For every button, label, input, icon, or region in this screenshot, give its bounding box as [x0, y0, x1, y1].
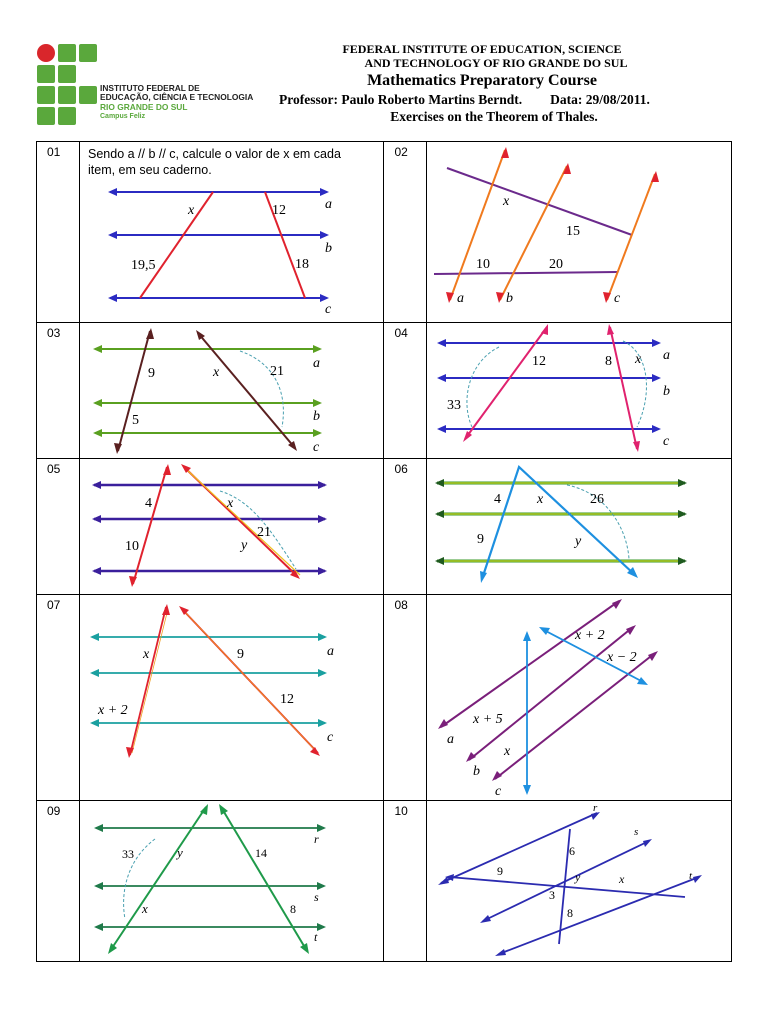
- exercise-figure-04: [427, 323, 732, 459]
- svg-text:a: a: [447, 732, 454, 747]
- svg-text:20: 20: [549, 257, 563, 272]
- logo-squares-icon: [37, 44, 99, 128]
- svg-text:t: t: [689, 870, 693, 882]
- svg-text:b: b: [506, 291, 513, 306]
- svg-text:c: c: [495, 784, 502, 799]
- svg-text:x: x: [619, 872, 625, 886]
- exercise-figure-08: [427, 595, 732, 801]
- svg-text:a: a: [326, 644, 334, 659]
- svg-text:b: b: [324, 241, 332, 256]
- svg-text:x: x: [141, 901, 148, 916]
- exercise-number: 07: [37, 595, 80, 801]
- svg-text:x − 2: x − 2: [607, 650, 637, 665]
- svg-text:21: 21: [269, 364, 284, 379]
- svg-text:10: 10: [476, 257, 490, 272]
- svg-text:y: y: [575, 534, 582, 549]
- svg-text:a: a: [312, 356, 320, 371]
- svg-text:9: 9: [497, 864, 503, 878]
- svg-text:c: c: [326, 730, 333, 745]
- exercise-figure-01: [79, 142, 384, 323]
- date: Data: 29/08/2011.: [550, 92, 650, 107]
- svg-text:x + 5: x + 5: [473, 712, 503, 727]
- exercise-number: 01: [37, 142, 80, 323]
- svg-text:14: 14: [254, 846, 267, 860]
- svg-text:21: 21: [256, 525, 271, 540]
- intro-line1: Sendo a // b // c, calcule o valor de x em cada: [87, 147, 341, 161]
- svg-text:s: s: [313, 890, 319, 904]
- svg-text:y: y: [176, 845, 183, 860]
- svg-text:b: b: [663, 384, 670, 399]
- exercise-number: 02: [384, 142, 427, 323]
- svg-text:9: 9: [477, 532, 484, 547]
- svg-text:x: x: [142, 647, 149, 662]
- svg-text:a: a: [457, 291, 464, 306]
- svg-text:6: 6: [569, 844, 575, 858]
- professor-line: [279, 92, 719, 108]
- institute-logo: [37, 44, 254, 128]
- exercise-figure-10: [427, 801, 732, 962]
- svg-text:26: 26: [590, 492, 604, 507]
- exercise-figure-06: [427, 459, 732, 595]
- exercise-figure-02: [427, 142, 732, 323]
- svg-text:r: r: [313, 832, 319, 846]
- svg-text:19,5: 19,5: [130, 258, 156, 273]
- svg-text:18: 18: [294, 257, 309, 272]
- svg-text:x: x: [187, 203, 194, 218]
- svg-text:a: a: [324, 197, 332, 212]
- exercise-number: 08: [384, 595, 427, 801]
- svg-text:c: c: [614, 291, 621, 306]
- svg-text:b: b: [312, 409, 320, 424]
- exercise-number: 06: [384, 459, 427, 595]
- header-line2: AND TECHNOLOGY OF RIO GRANDE DO SUL: [364, 56, 628, 70]
- exercise-figure-07: [79, 595, 384, 801]
- svg-text:8: 8: [605, 354, 612, 369]
- svg-text:c: c: [324, 302, 331, 317]
- svg-text:a: a: [663, 348, 670, 363]
- exercise-number: 04: [384, 323, 427, 459]
- svg-text:y: y: [575, 870, 581, 884]
- exercise-figure-05: [79, 459, 384, 595]
- exercise-figure-03: [79, 323, 384, 459]
- svg-text:15: 15: [566, 224, 580, 239]
- svg-text:x + 2: x + 2: [97, 703, 128, 718]
- exercise-figure-09: [79, 801, 384, 962]
- svg-text:c: c: [663, 434, 670, 449]
- course-title: Mathematics Preparatory Course: [367, 72, 597, 89]
- exercise-subtitle: Exercises on the Theorem of Thales.: [390, 109, 598, 124]
- svg-text:5: 5: [131, 413, 139, 428]
- svg-text:33: 33: [447, 398, 461, 413]
- svg-text:10: 10: [124, 539, 139, 554]
- svg-text:x: x: [212, 365, 219, 380]
- exercise-number: 03: [37, 323, 80, 459]
- svg-text:t: t: [313, 930, 317, 944]
- svg-text:3: 3: [549, 888, 555, 902]
- svg-text:y: y: [240, 538, 247, 553]
- svg-text:s: s: [634, 826, 639, 838]
- svg-text:33: 33: [121, 847, 134, 861]
- exercise-grid: [36, 141, 732, 962]
- exercise-number: 10: [384, 801, 427, 962]
- svg-text:9: 9: [236, 647, 244, 662]
- logo-text: [100, 84, 253, 122]
- svg-text:9: 9: [147, 366, 155, 381]
- svg-text:x: x: [504, 744, 511, 759]
- logo-line3: RIO GRANDE DO SUL: [100, 101, 188, 112]
- exercise-number: 09: [37, 801, 80, 962]
- svg-text:b: b: [473, 764, 480, 779]
- logo-line1: INSTITUTO FEDERAL DE: [100, 83, 200, 93]
- logo-line2: EDUCAÇÃO, CIÊNCIA E TECNOLOGIA: [100, 92, 254, 103]
- svg-text:x: x: [537, 492, 544, 507]
- professor-name: Professor: Paulo Roberto Martins Berndt.: [279, 92, 523, 107]
- svg-text:4: 4: [494, 492, 501, 507]
- header-line1: FEDERAL INSTITUTE OF EDUCATION, SCIENCE: [342, 42, 622, 56]
- svg-text:12: 12: [532, 354, 546, 369]
- logo-campus: Campus Feliz: [100, 113, 146, 121]
- exercise-number: 05: [37, 459, 80, 595]
- svg-text:4: 4: [144, 496, 152, 511]
- svg-text:12: 12: [271, 203, 286, 218]
- svg-text:x: x: [503, 194, 510, 209]
- intro-line2: item, em seu caderno.: [87, 163, 212, 177]
- svg-text:8: 8: [289, 902, 296, 916]
- svg-text:12: 12: [279, 692, 294, 707]
- svg-text:x + 2: x + 2: [575, 628, 605, 643]
- svg-text:x: x: [226, 496, 233, 511]
- svg-text:8: 8: [567, 906, 573, 920]
- svg-text:c: c: [312, 440, 319, 455]
- svg-text:r: r: [593, 802, 598, 814]
- svg-text:x: x: [635, 352, 642, 367]
